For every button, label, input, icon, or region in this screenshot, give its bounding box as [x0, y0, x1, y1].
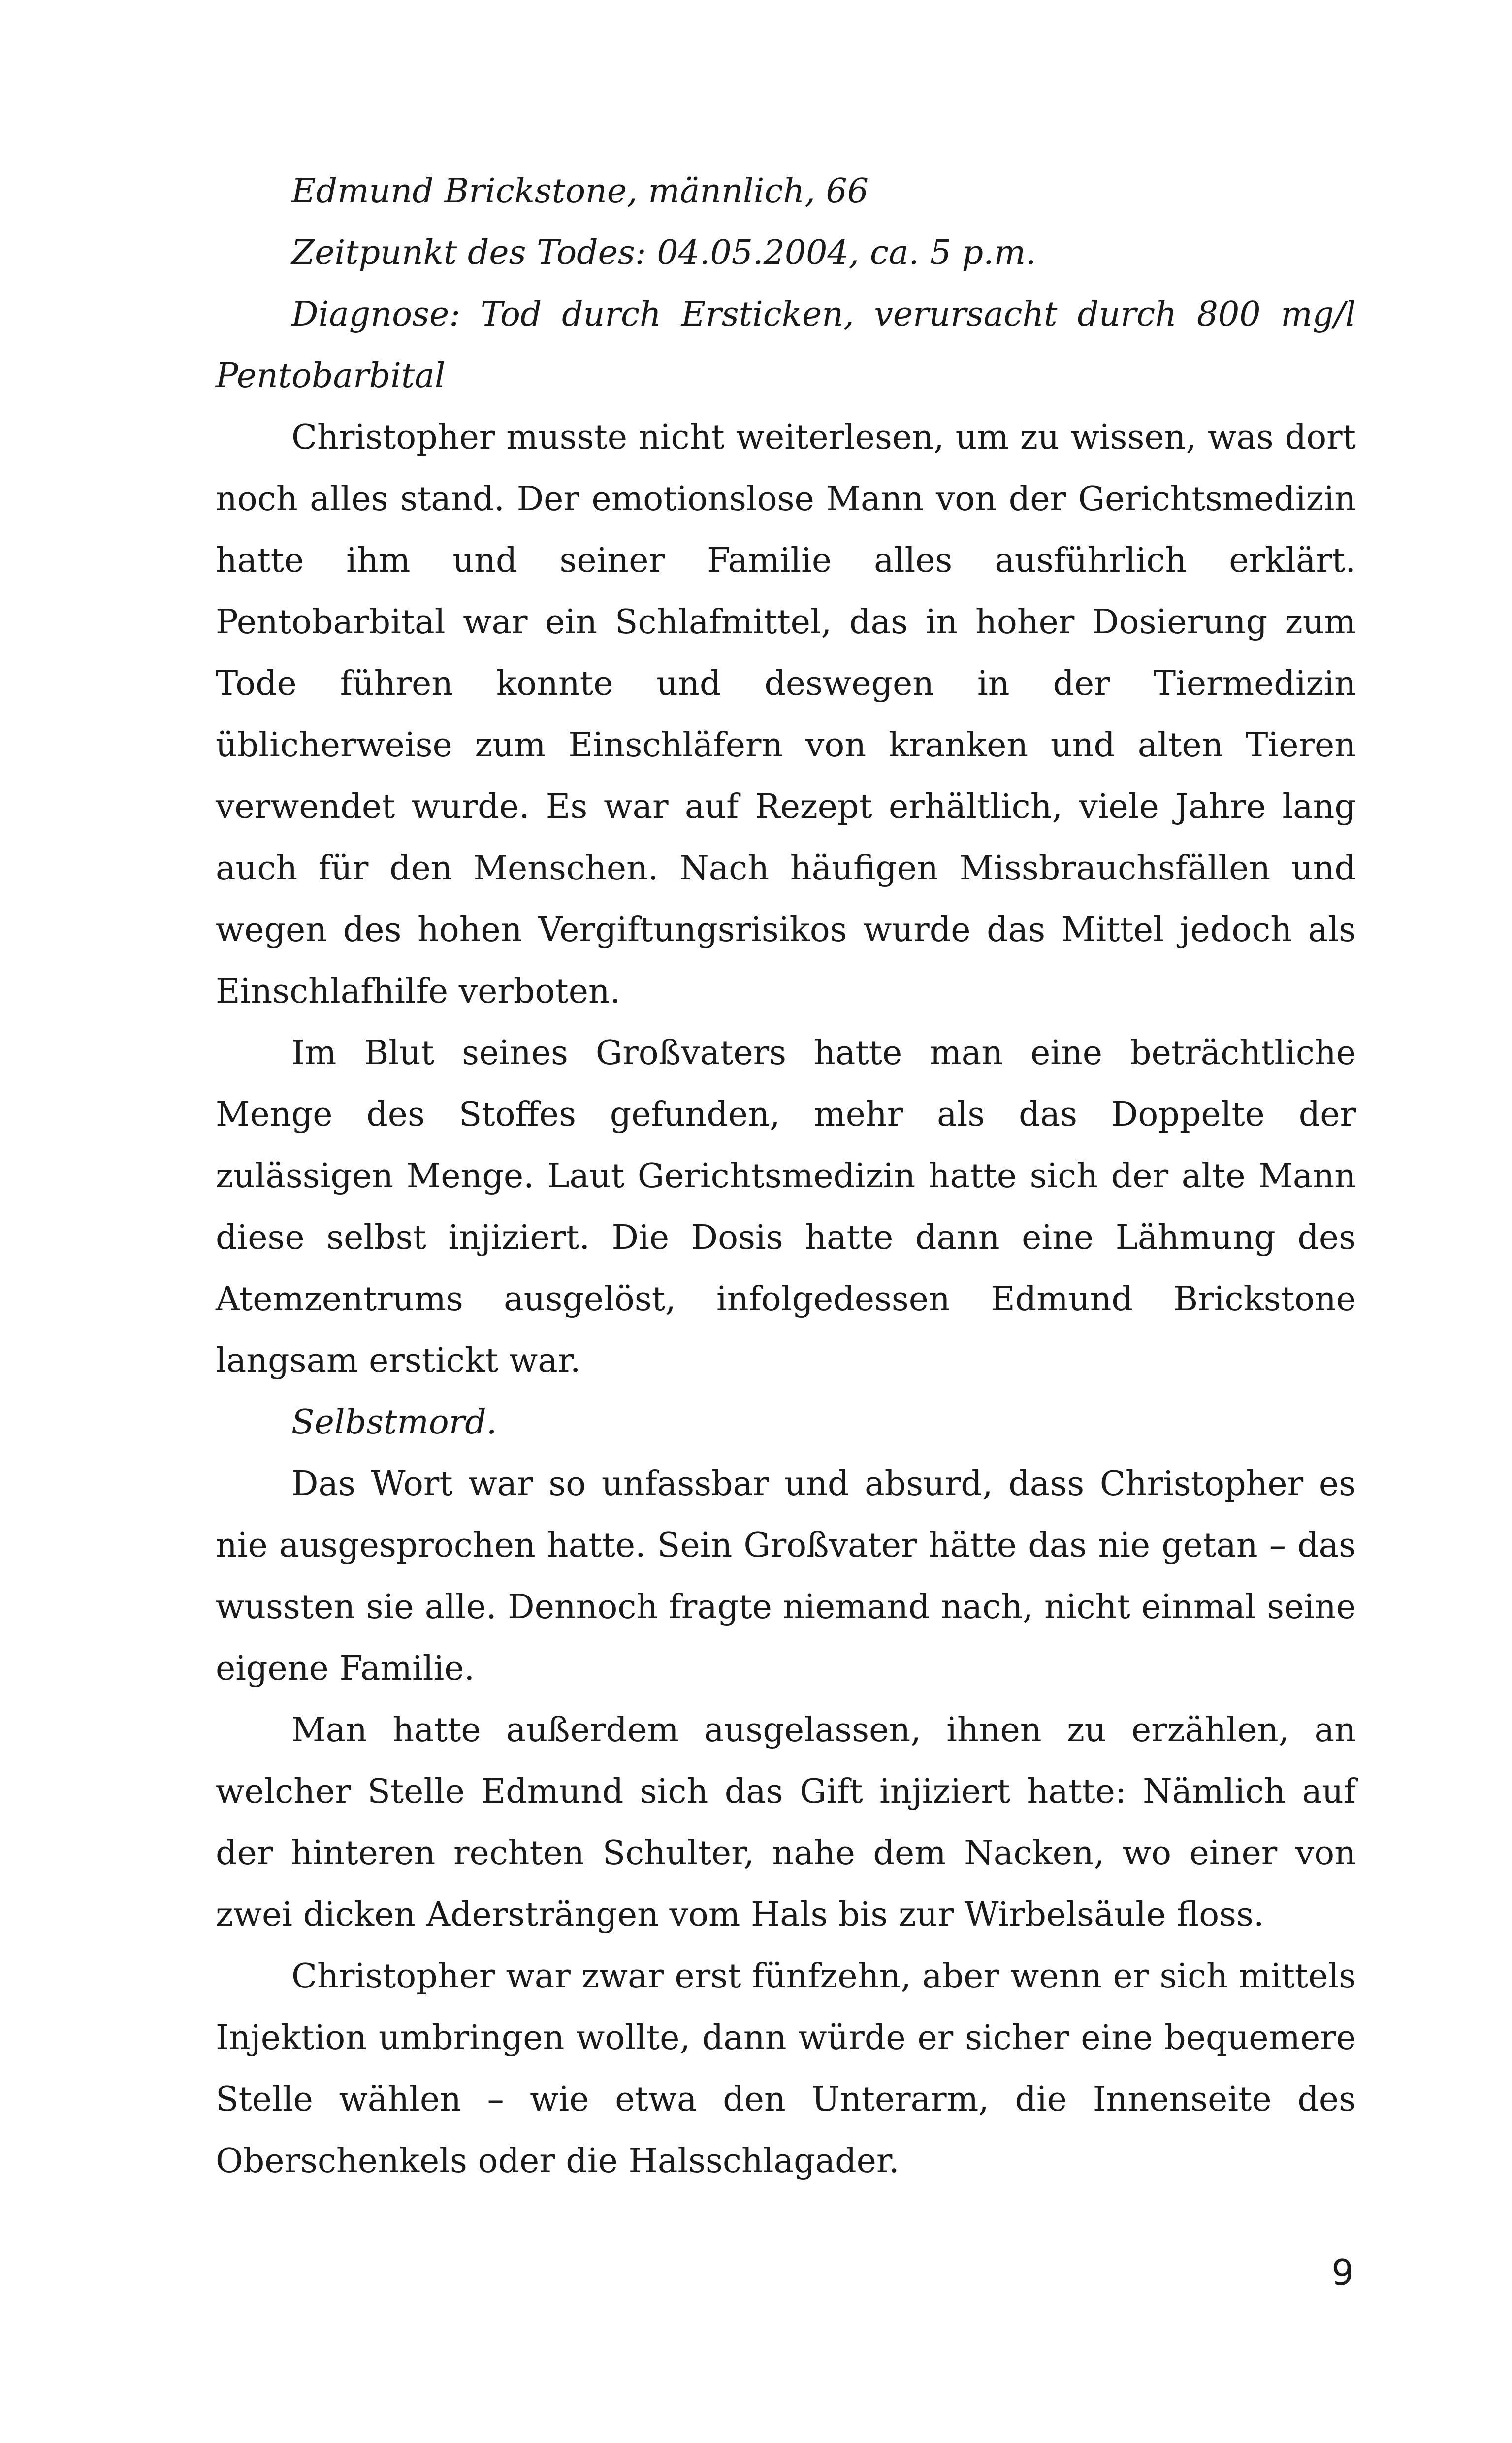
report-name-line: Edmund Brickstone, männlich, 66 — [291, 172, 869, 211]
paragraph-unspoken-word: Das Wort war so unfassbar und absurd, dass Christopher es nie ausgesprochen hatte. Sein Großvater hätte das nie getan – das wussten sie alle. Dennoch fragte niemand nach, nicht einmal seine eigene Familie. — [216, 1465, 1356, 1688]
paragraph-christopher-reasoning: Christopher war zwar erst fünfzehn, aber wenn er sich mittels Injektion umbringen wollte, dann würde er sicher eine bequemere Stelle wählen – wie etwa den Unterarm, die Innenseite des Oberschenkels oder die Halsschlagader. — [216, 1957, 1356, 2181]
paragraph-pentobarbital: Christopher musste nicht weiterlesen, um zu wissen, was dort noch alles stand. Der emotionslose Mann von der Gerichtsmedizin hatte ihm und seiner Familie alles ausführlich erklärt. Pentobarbital war ein Schlafmittel, das in hoher Dosierung zum Tode führen konnte und deswegen in der Tiermedizin üblicherweise zum Einschläfern von kranken und alten Tieren verwendet wurde. Es war auf Rezept erhältlich, viele Jahre lang auch für den Menschen. Nach häufigen Missbrauchsfällen und wegen des hohen Vergiftungsrisikos wurde das Mittel jedoch als Einschlafhilfe verboten. — [216, 418, 1356, 1011]
paragraph-injection-site: Man hatte außerdem ausgelassen, ihnen zu erzählen, an welcher Stelle Edmund sich das Gift injiziert hatte: Nämlich auf der hinteren rechten Schulter, nahe dem Nacken, wo einer von zwei dicken Adersträngen vom Hals bis zur Wirbelsäule floss. — [216, 1711, 1356, 1934]
report-diagnosis-line: Diagnose: Tod durch Ersticken, verursacht durch 800 mg/l Pentobarbital — [216, 295, 1356, 395]
page-text — [216, 161, 1356, 2192]
page-number: 9 — [1331, 2252, 1354, 2293]
paragraph-suicide: Selbstmord. — [291, 1403, 497, 1442]
report-time-of-death-line: Zeitpunkt des Todes: 04.05.2004, ca. 5 p.m. — [291, 233, 1036, 272]
paragraph-blood-findings: Im Blut seines Großvaters hatte man eine beträchtliche Menge des Stoffes gefunden, mehr als das Doppelte der zulässigen Menge. Laut Gerichtsmedizin hatte sich der alte Mann diese selbst injiziert. Die Dosis hatte dann eine Lähmung des Atemzentrums ausgelöst, infolgedessen Edmund Brickstone langsam erstickt war. — [216, 1034, 1356, 1380]
